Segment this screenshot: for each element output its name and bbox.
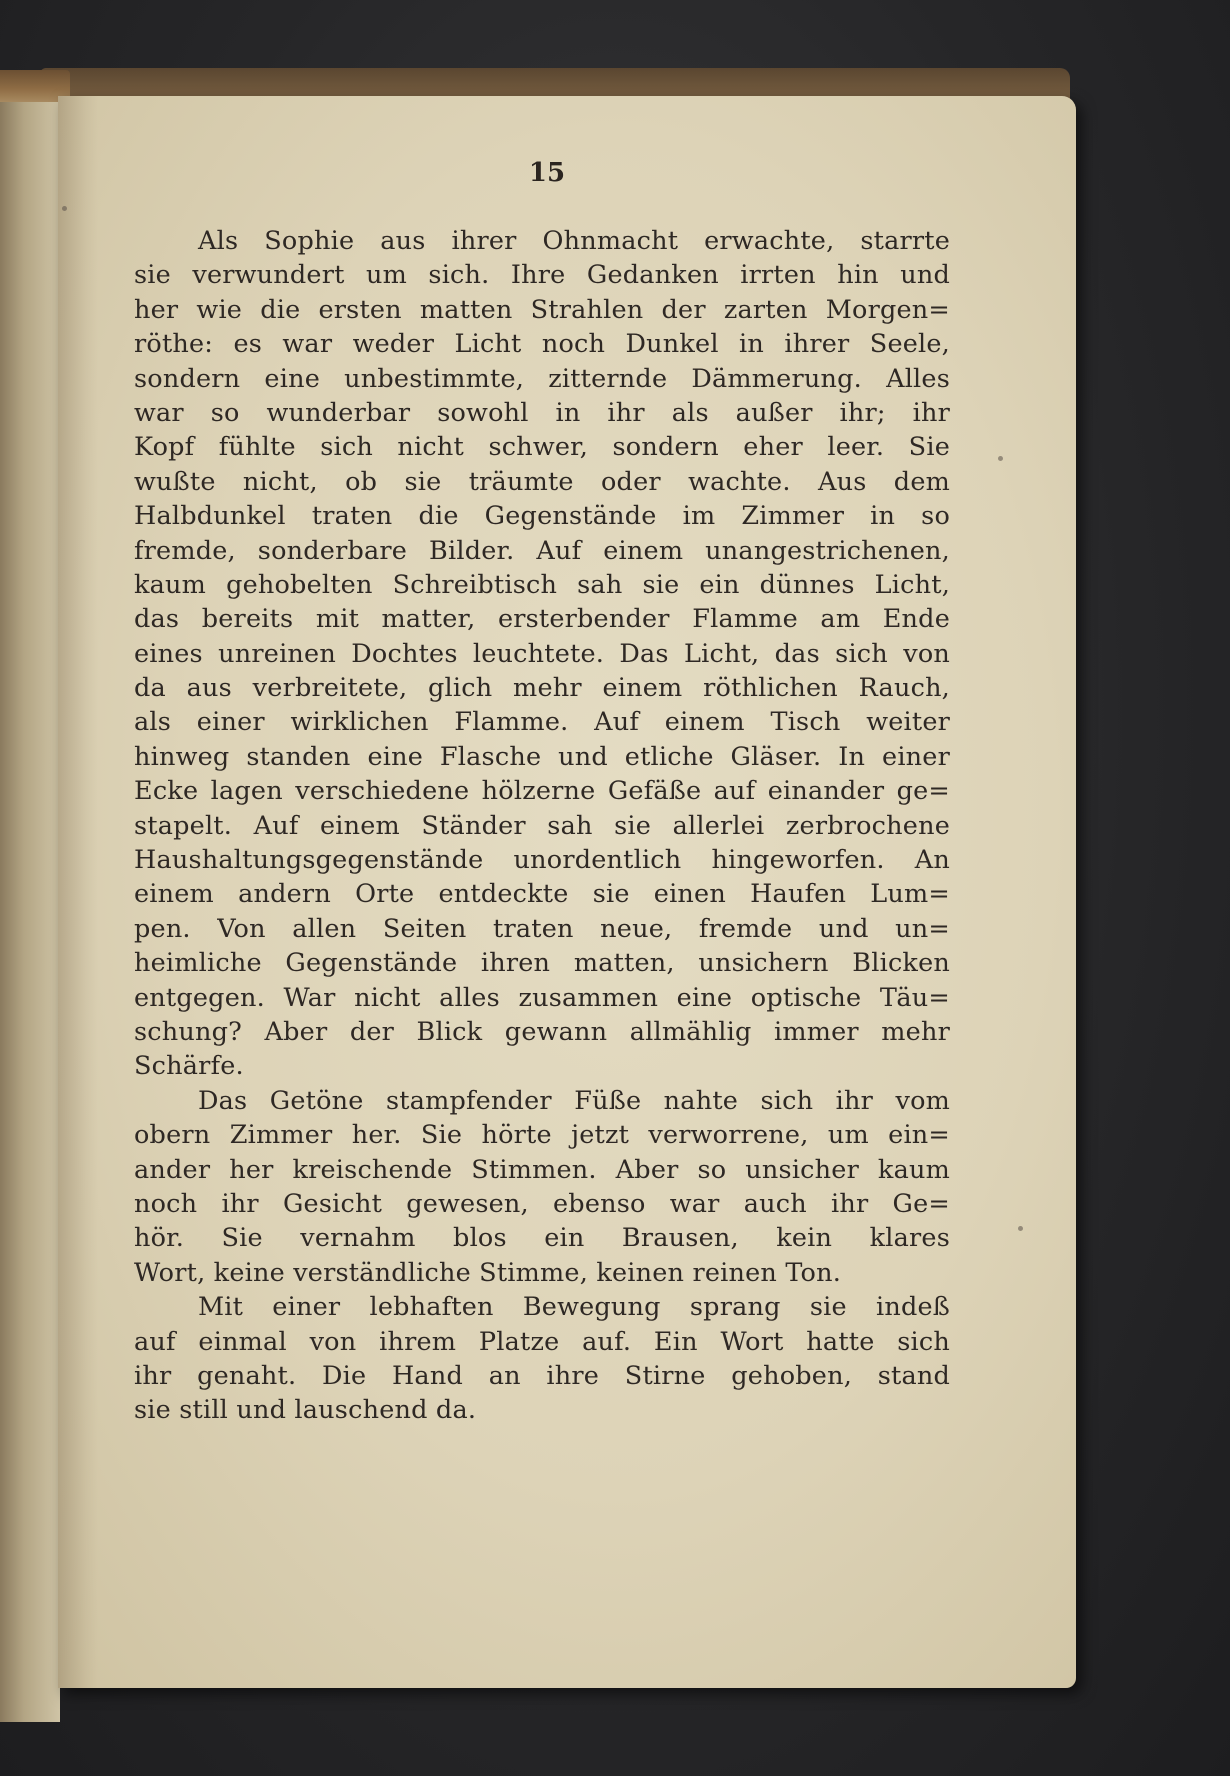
paper-speck	[998, 456, 1003, 461]
paragraph	[134, 224, 950, 1084]
text-line: noch ihr Gesicht gewesen, ebenso war auch ihr Ge=	[134, 1188, 950, 1219]
paragraph	[134, 1084, 950, 1290]
text-line: röthe: es war weder Licht noch Dunkel in ihrer Seele,	[134, 329, 950, 360]
text-line: einem andern Orte entdeckte sie einen Haufen Lum=	[134, 879, 950, 910]
page-number: 15	[528, 158, 566, 188]
text-line: ihr genaht. Die Hand an ihre Stirne gehoben, stand	[134, 1360, 950, 1391]
text-line: her wie die ersten matten Strahlen der zarten Morgen=	[134, 294, 950, 325]
text-line: sie verwundert um sich. Ihre Gedanken irrten hin und	[134, 260, 950, 291]
text-line: Kopf fühlte sich nicht schwer, sondern eher leer. Sie	[134, 432, 950, 463]
text-line: hör. Sie vernahm blos ein Brausen, kein klares	[134, 1223, 950, 1254]
text-line: Das Getöne stampfender Füße nahte sich ihr vom	[198, 1085, 950, 1116]
page-gutter-shadow	[58, 96, 98, 1688]
text-line: eines unreinen Dochtes leuchtete. Das Licht, das sich von	[134, 638, 950, 669]
text-line: sondern eine unbestimmte, zitternde Dämmerung. Alles	[134, 363, 950, 394]
text-line: hinweg standen eine Flasche und etliche Gläser. In einer	[134, 741, 950, 772]
text-line: sie still und lauschend da.	[134, 1395, 477, 1426]
text-line: Mit einer lebhaften Bewegung sprang sie indeß	[198, 1292, 950, 1323]
text-line: da aus verbreitete, glich mehr einem röthlichen Rauch,	[134, 673, 950, 704]
text-line: wußte nicht, ob sie träumte oder wachte. Aus dem	[134, 466, 950, 497]
page-text	[134, 224, 950, 1428]
text-line: auf einmal von ihrem Platze auf. Ein Wort hatte sich	[134, 1326, 950, 1357]
text-line: Als Sophie aus ihrer Ohnmacht erwachte, starrte	[198, 226, 950, 256]
text-line: Wort, keine verständliche Stimme, keinen reinen Ton.	[134, 1257, 842, 1288]
paragraph	[134, 1290, 950, 1428]
text-line: schung? Aber der Blick gewann allmählig immer mehr	[134, 1016, 950, 1047]
text-line: Schärfe.	[134, 1051, 244, 1082]
text-line: Halbdunkel traten die Gegenstände im Zimmer in so	[134, 501, 950, 532]
text-line: kaum gehobelten Schreibtisch sah sie ein dünnes Licht,	[134, 569, 950, 600]
text-line: entgegen. War nicht alles zusammen eine optische Täu=	[134, 982, 950, 1013]
text-line: fremde, sonderbare Bilder. Auf einem unangestrichenen,	[134, 535, 950, 566]
text-line: ander her kreischende Stimmen. Aber so unsicher kaum	[134, 1154, 950, 1185]
text-line: war so wunderbar sowohl in ihr als außer ihr; ihr	[134, 397, 950, 428]
book-spine	[0, 72, 60, 1722]
paper-speck	[1018, 1226, 1023, 1231]
text-line: obern Zimmer her. Sie hörte jetzt verworrene, um ein=	[134, 1120, 950, 1151]
text-line: heimliche Gegenstände ihren matten, unsichern Blicken	[134, 948, 950, 979]
text-line: Haushaltungsgegenstände unordentlich hingeworfen. An	[134, 845, 950, 876]
book-page	[58, 96, 1076, 1688]
text-line: Ecke lagen verschiedene hölzerne Gefäße auf einander ge=	[134, 776, 950, 807]
text-line: das bereits mit matter, ersterbender Flamme am Ende	[134, 604, 950, 635]
text-line: stapelt. Auf einem Ständer sah sie allerlei zerbrochene	[134, 810, 950, 841]
text-line: pen. Von allen Seiten traten neue, fremde und un=	[134, 913, 950, 944]
text-line: als einer wirklichen Flamme. Auf einem Tisch weiter	[134, 707, 950, 738]
paper-speck	[62, 206, 67, 211]
